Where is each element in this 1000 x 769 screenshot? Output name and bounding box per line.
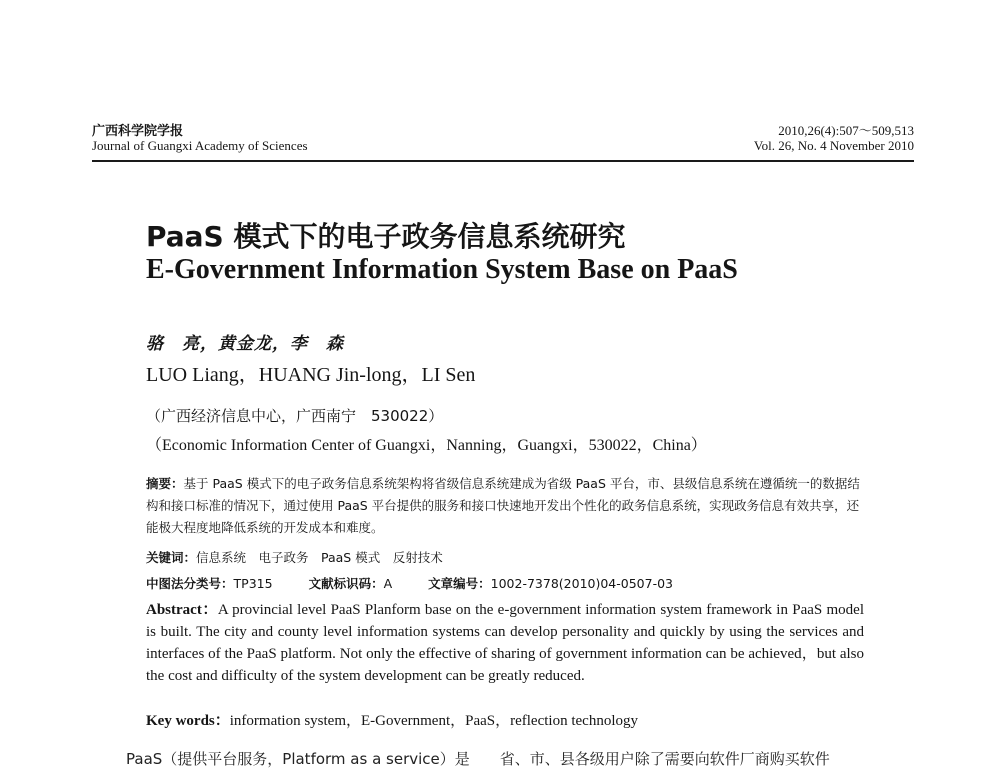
issue-info: Vol. 26, No. 4 November 2010 (753, 138, 914, 153)
paper-title-cn: PaaS 模式下的电子政务信息系统研究 (146, 220, 626, 253)
authors-cn: 骆 亮，黄金龙，李 森 (146, 334, 344, 354)
article-number-label: 文章编号： (428, 576, 491, 591)
doc-code-value: A (383, 576, 393, 591)
article-number-value: 1002-7378(2010)04-0507-03 (490, 576, 673, 591)
keywords-en (146, 709, 638, 730)
header-rule (92, 160, 914, 162)
classification-line (146, 574, 673, 592)
authors-en: LUO Liang，HUANG Jin-long，LI Sen (146, 364, 476, 386)
affiliation-cn: （广西经济信息中心，广西南宁 530022） (146, 407, 444, 425)
paper-title-en: E-Government Information System Base on PaaS (146, 254, 738, 285)
doc-code-label: 文献标识码： (308, 576, 384, 591)
clc-value: TP315 (233, 576, 273, 591)
abstract-en-text: A provincial level PaaS Planform base on the e-government information system framework in PaaS model is built. The city and county level information systems can develop personality and quickly by using the services and interfaces of the PaaS platform. Not only the effective of sharing of government information can be achieved，but also the cost and difficulty of the system development can be greatly reduced. (146, 602, 864, 684)
keywords-cn (146, 548, 443, 566)
affiliation-en: （Economic Information Center of Guangxi，Nanning，Guangxi，530022，China） (146, 437, 707, 454)
abstract-cn (146, 473, 866, 539)
journal-name-cn: 广西科学院学报 (92, 124, 184, 139)
abstract-en-label: Abstract： (146, 602, 218, 618)
body-text-partial: PaaS（提供平台服务，Platform as a service）是 省、市、县各级用户除了需要向软件厂商购买软件 (126, 750, 830, 768)
abstract-cn-label: 摘要： (146, 476, 184, 491)
keywords-en-text: information system，E-Government，PaaS，reflection technology (229, 713, 638, 729)
keywords-cn-label: 关键词： (146, 550, 197, 565)
keywords-en-label: Key words： (146, 713, 230, 729)
citation-info: 2010,26(4):507～509,513 (778, 123, 914, 138)
keywords-cn-text: 信息系统 电子政务 PaaS 模式 反射技术 (196, 550, 443, 565)
abstract-cn-text: 基于 PaaS 模式下的电子政务信息系统架构将省级信息系统建成为省级 PaaS 平台，市、县级信息系统在遵循统一的数据结构和接口标准的情况下，通过使用 PaaS 平台提供的服务和接口快速地开发出个性化的政务信息系统，实现政务信息有效共享，还能极大程度地降低系统的开发成本和难度。 (146, 476, 860, 535)
clc-label: 中图法分类号： (146, 576, 234, 591)
journal-name-en: Journal of Guangxi Academy of Sciences (92, 138, 308, 153)
abstract-en (146, 599, 864, 687)
